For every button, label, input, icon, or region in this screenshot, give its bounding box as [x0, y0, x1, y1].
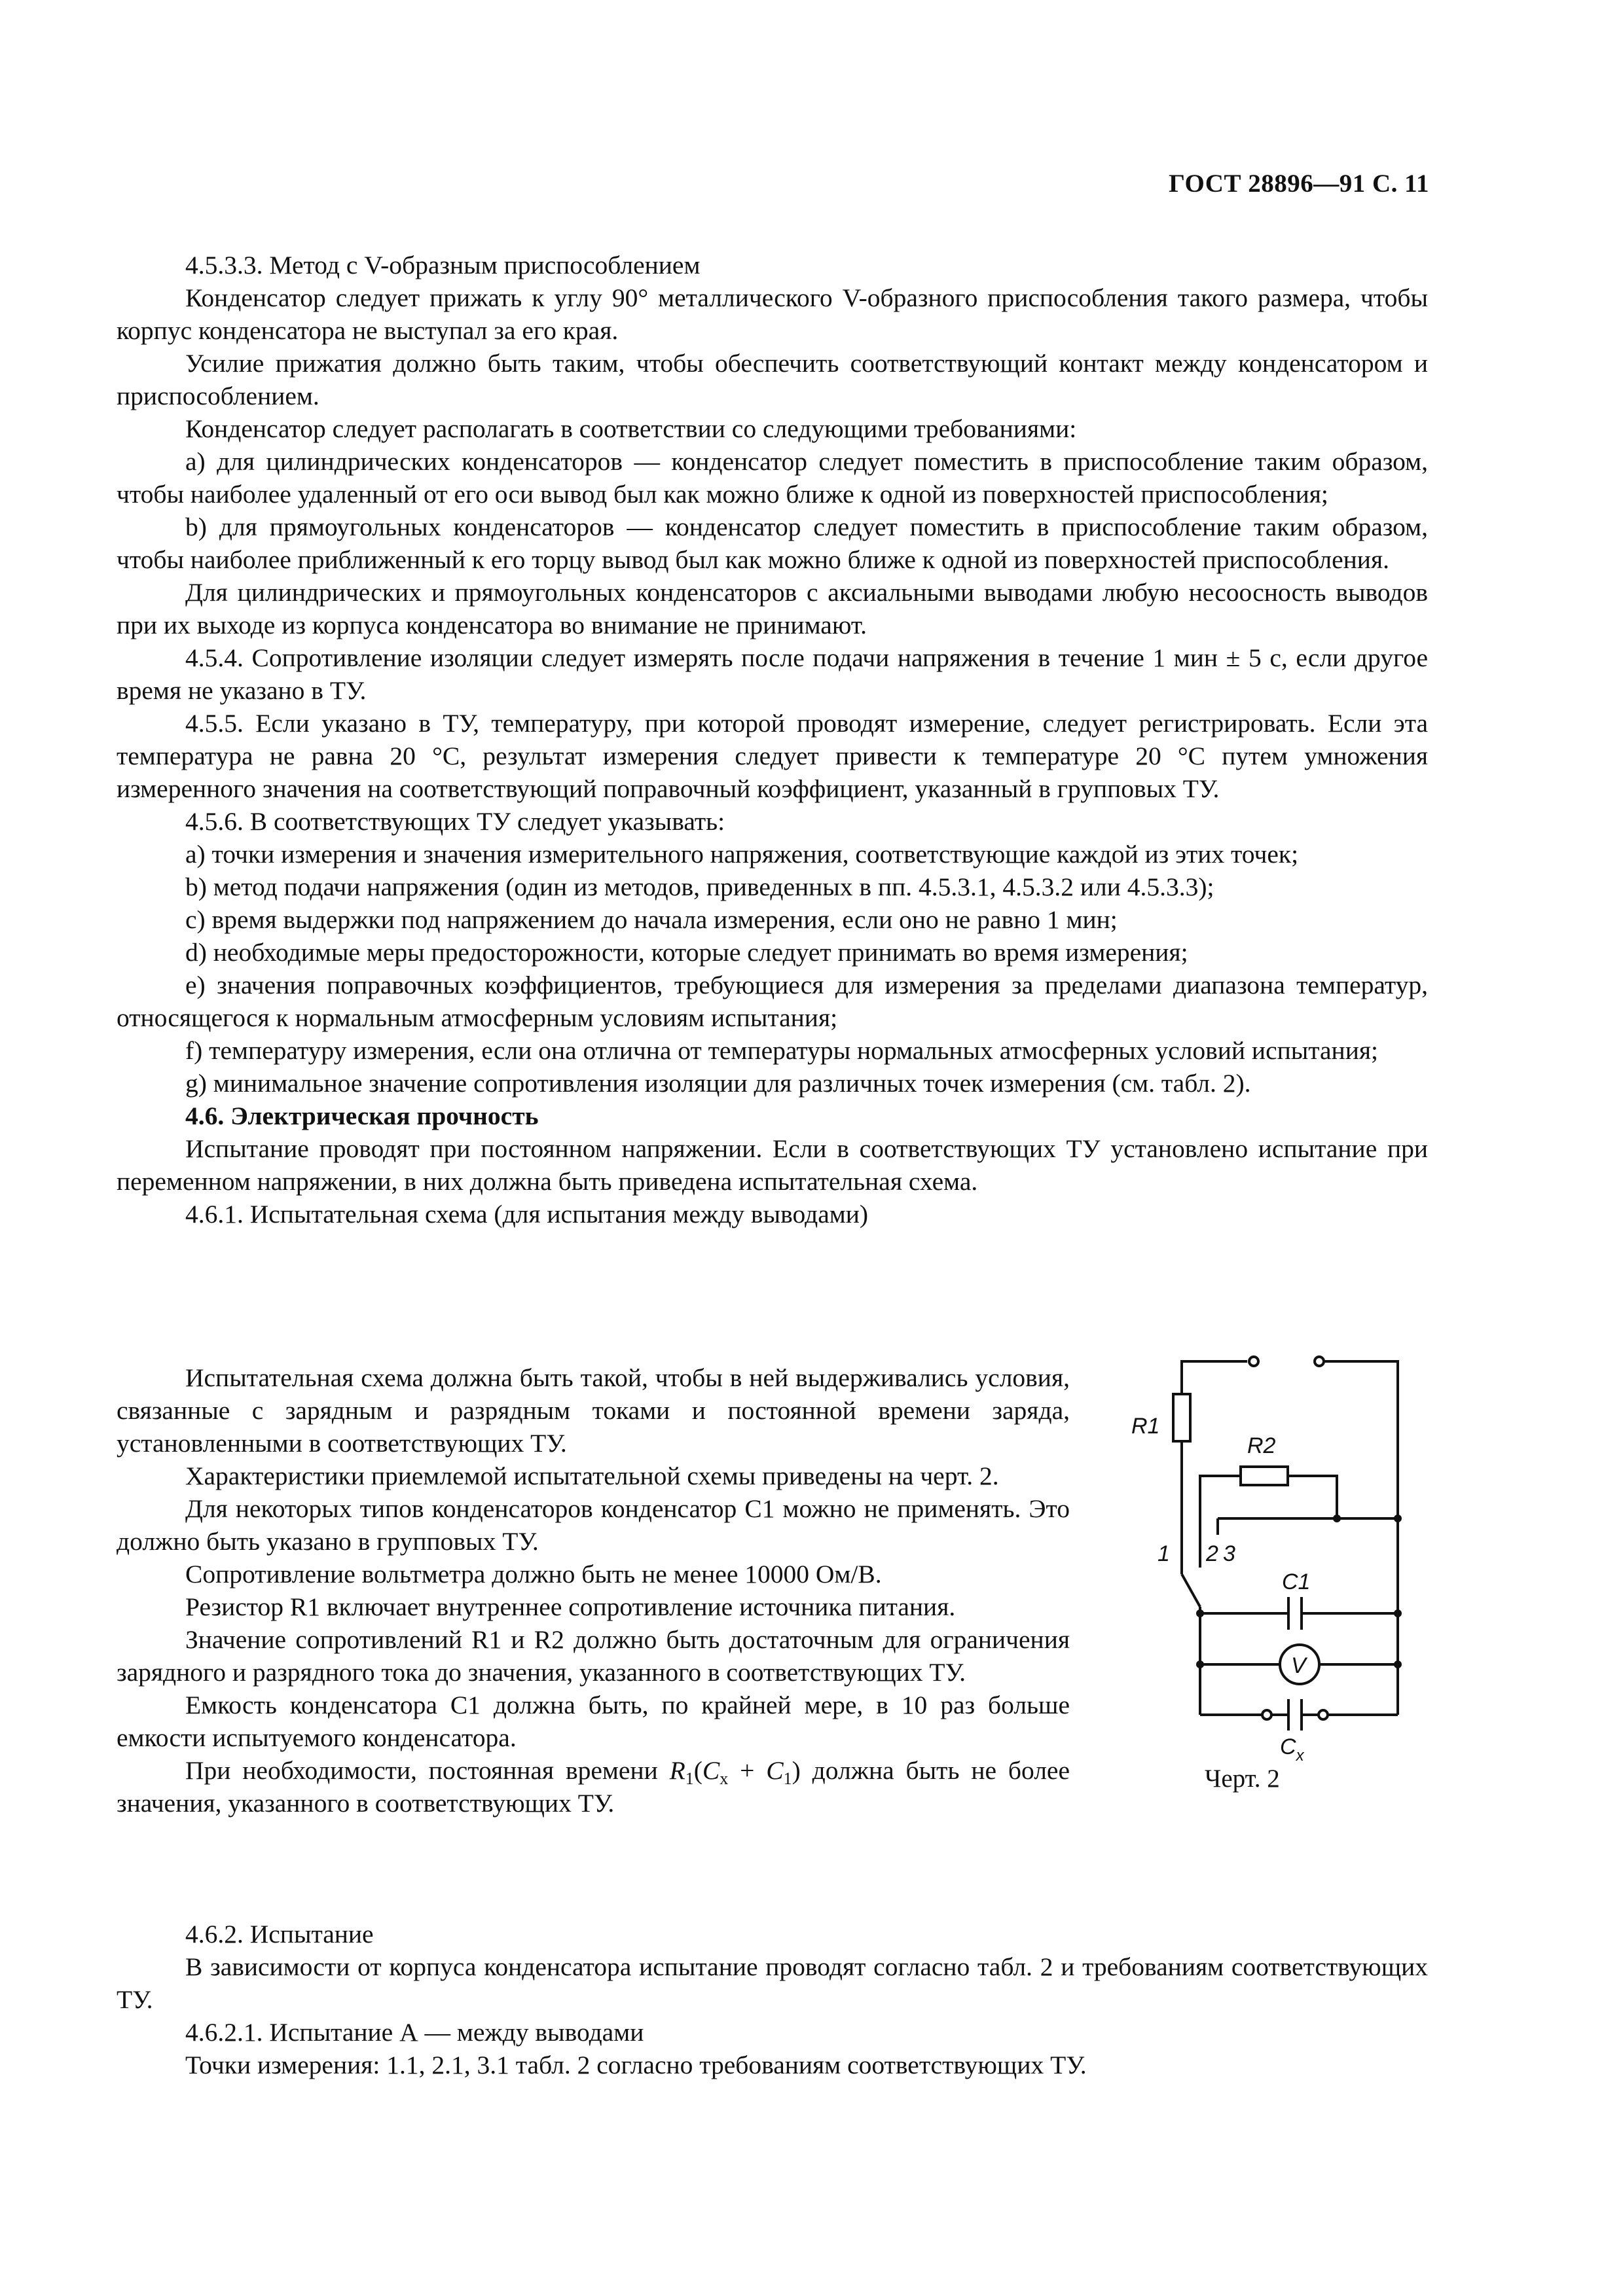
paragraph: 4.6.2.1. Испытание А — между выводами — [185, 2018, 644, 2047]
label-switch-3: 3 — [1223, 1541, 1235, 1566]
text-block-top — [117, 249, 1428, 1230]
label-r1: R1 — [1131, 1414, 1160, 1439]
paragraph: Характеристики приемлемой испытательной схемы приведены на черт. 2. — [185, 1462, 999, 1490]
voltmeter-label: V — [1291, 1653, 1306, 1678]
text-block-side — [117, 1361, 1070, 1820]
paragraph: Сопротивление вольтметра должно быть не менее 10000 Ом/В. — [185, 1560, 882, 1588]
paragraph: Конденсатор следует прижать к углу 90° металлического V-образного приспособления такого размера, чтобы корпус конденсатора не выступал за его края. — [117, 283, 1428, 345]
label-r2: R2 — [1247, 1433, 1276, 1458]
list-item: d) необходимые меры предосторожности, которые следует принимать во время измерения; — [185, 938, 1188, 967]
test-circuit-diagram — [1074, 1335, 1414, 1765]
paragraph: Емкость конденсатора C1 должна быть, по крайней мере, в 10 раз больше емкости испытуемого конденсатора. — [117, 1691, 1070, 1752]
list-item: b) для прямоугольных конденсаторов — конденсатор следует поместить в приспособление таким образом, чтобы наиболее приближенный к его торцу вывод был как можно ближе к одной из поверхностей приспособления. — [117, 512, 1428, 574]
time-constant-paragraph: При необходимости, постоянная времени $R_1(C_x + C_1)$ должна быть не более значения, указанного в соответствующих ТУ. — [117, 1756, 1070, 1818]
paragraph: Испытательная схема должна быть такой, чтобы в ней выдерживались условия, связанные с зарядным и разрядным токами и постоянной времени заряда, установленными в соответствующих ТУ. — [117, 1363, 1070, 1458]
paragraph: Для цилиндрических и прямоугольных конденсаторов с аксиальными выводами любую несоосность выводов при их выходе из корпуса конденсатора во внимание не принимают. — [117, 578, 1428, 639]
paragraph: 4.5.3.3. Метод с V-образным приспособлением — [185, 251, 701, 279]
resistor-r2 — [1241, 1467, 1288, 1485]
section-heading: 4.6. Электрическая прочность — [185, 1102, 539, 1130]
label-switch-1: 1 — [1158, 1541, 1170, 1566]
paragraph: 4.5.4. Сопротивление изоляции следует измерять после подачи напряжения в течение 1 мин ± 5 с, если другое время не указано в ТУ. — [117, 643, 1428, 705]
paragraph: Точки измерения: 1.1, 2.1, 3.1 табл. 2 согласно требованиям соответствующих ТУ. — [185, 2051, 1087, 2079]
list-item: c) время выдержки под напряжением до начала измерения, если оно не равно 1 мин; — [185, 905, 1118, 934]
paragraph: Резистор R1 включает внутреннее сопротивление источника питания. — [185, 1592, 956, 1621]
list-item: b) метод подачи напряжения (один из методов, приведенных в пп. 4.5.3.1, 4.5.3.2 или 4.5.3.3); — [185, 872, 1214, 901]
paragraph: Значение сопротивлений R1 и R2 должно быть достаточным для ограничения зарядного и разрядного тока до значения, указанного в соответствующих ТУ. — [117, 1625, 1070, 1687]
list-item: а) точки измерения и значения измерительного напряжения, соответствующие каждой из этих точек; — [185, 840, 1299, 869]
paragraph: Конденсатор следует располагать в соответствии со следующими требованиями: — [185, 414, 1077, 443]
label-cx: $C_x$ — [1280, 1734, 1304, 1765]
label-switch-2: 2 — [1206, 1541, 1218, 1566]
page-header: ГОСТ 28896—91 С. 11 — [1169, 170, 1429, 198]
list-item: а) для цилиндрических конденсаторов — конденсатор следует поместить в приспособление таким образом, чтобы наиболее удаленный от его оси вывод был как можно ближе к одной из поверхностей приспособления; — [117, 447, 1428, 509]
paragraph: 4.5.5. Если указано в ТУ, температуру, при которой проводят измерение, следует регистрировать. Если эта температура не равна 20 °С, результат измерения следует привести к температуре 20 °С путем умножения измеренного значения на соответствующий поправочный коэффициент, указанный в групповых ТУ. — [117, 709, 1428, 803]
paragraph: 4.6.1. Испытательная схема (для испытания между выводами) — [185, 1200, 869, 1229]
list-item: е) значения поправочных коэффициентов, требующиеся для измерения за пределами диапазона температур, относящегося к нормальным атмосферным условиям испытания; — [117, 971, 1428, 1032]
text-block-bottom — [117, 1918, 1428, 2081]
figure-caption: Черт. 2 — [1205, 1765, 1280, 1793]
list-item: g) минимальное значение сопротивления изоляции для различных точек измерения (см. табл. 2). — [185, 1069, 1251, 1098]
paragraph: Испытание проводят при постоянном напряжении. Если в соответствующих ТУ установлено испытание при переменном напряжении, в них должна быть приведена испытательная схема. — [117, 1134, 1428, 1196]
resistor-r1 — [1173, 1394, 1190, 1441]
paragraph: В зависимости от корпуса конденсатора испытание проводят согласно табл. 2 и требованиям соответствующих ТУ. — [117, 1952, 1428, 2014]
paragraph: Для некоторых типов конденсаторов конденсатор C1 можно не применять. Это должно быть указано в групповых ТУ. — [117, 1494, 1070, 1556]
paragraph: 4.6.2. Испытание — [185, 1920, 374, 1948]
paragraph: Усилие прижатия должно быть таким, чтобы обеспечить соответствующий контакт между конденсатором и приспособлением. — [117, 349, 1428, 410]
label-c1: C1 — [1282, 1570, 1311, 1594]
paragraph: 4.5.6. В соответствующих ТУ следует указывать: — [185, 807, 725, 836]
list-item: f) температуру измерения, если она отлична от температуры нормальных атмосферных условий испытания; — [185, 1036, 1378, 1065]
